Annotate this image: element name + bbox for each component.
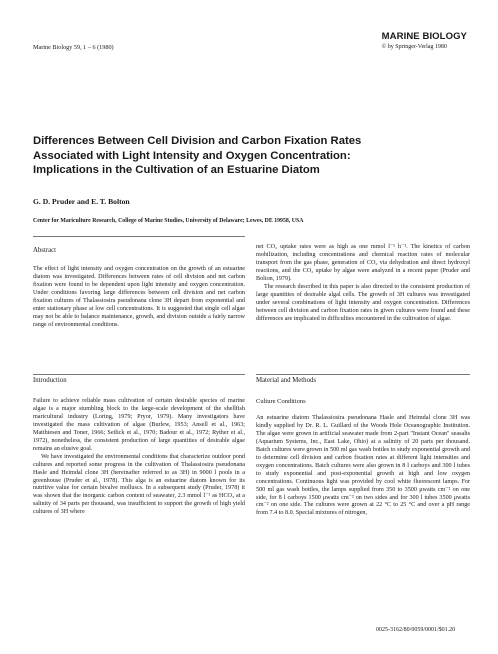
abstract-paragraph: The effect of light intensity and oxygen concentration on the growth of an estuarine diatom was investigated. Differences between rates of cell division and net carbon fixation were found to be dependent upon light intensity and oxygen concentration. Under conditions favoring large differences between cell division and net carbon fixation cultures of Thalassiosira pseudonana clone 3H depart from exponential and enter stationary phase at low cell concentrations. It is suggested that single cell algae may not be able to balance maintenance, growth, and division outside a fairly narrow range of environmental conditions. bbox=[33, 266, 245, 328]
journal-name: MARINE BIOLOGY bbox=[381, 31, 467, 42]
title-line: Associated with Light Intensity and Oxygen Concentration: bbox=[33, 149, 351, 162]
intro-continued-paragraph-2: The research described in this paper is also directed to the consistent production of large quantities of desirable algal cells. The growth of 3H cultures was investigated under several combinations of light intensity and oxygen concentration. Differences between cell division and carbon fixation rates in given cultures were found and these differences are implicated in difficulties encountered in the cultivation of algae. bbox=[256, 283, 470, 322]
article-title bbox=[33, 134, 473, 178]
intro-continued-paragraph-1: net CO₂ uptake rates were as high as one mmol l⁻¹ h⁻¹. The kinetics of carbon mobilization, including concentrations and chemical reaction rates of molecular transport from the gas phase, generation of CO₂ via dehydration and direct hydroxyl reactions, and the CO₂ uptake by algae were analyzed in a recent paper (Pruder and Bolton, 1979). bbox=[256, 244, 470, 282]
intro-paragraph-2: We have investigated the environmental conditions that characterize outdoor pond cultures and reported some progress in the cultivation of Thalassiosira pseudonana Hasle and Heimdal clone 3H (hereinafter referred to as 3H) in 9000 l pools in a greenhouse (Pruder et al., 1978). This alga is an estuarine diatom known for its nutritive value for certain bivalve molluscs. In a subsequent study (Pruder, 1978) it was shown that the inorganic carbon content of seawater, 2.3 mmol l⁻¹ as HCO₃ at a salinity of 34 parts per thousand, was insufficient to support the growth of high yield cultures of 3H where bbox=[33, 453, 245, 516]
methods-paragraph: An estuarine diatom Thalassiosira pseudonana Hasle and Heimdal clone 3H was kindly supplied by Dr. R. L. Guillard of the Woods Hole Oceanographic Institution. The algae were grown in artificial seawater made from 2-part "Instant Ocean" seasalts (Aquarium Systems, Inc., East Lake, Ohio) at a salinity of 20 parts per thousand. Batch cultures were grown in 500 ml gas wash bottles to study exponential growth and to determine cell division and carbon fixation rates at different light intensities and oxygen concentrations. Batch cultures were also grown in 8 l carboys and 300 l tubes to study exponential and post-exponential growth at high and low oxygen concentrations. Continuous light was provided by cool white fluorescent lamps. For 500 ml gas wash bottles, the lamps supplied from 350 to 3500 μwatts cm⁻² on one side, for 8 l carboys 1500 μwatts cm⁻² on two sides and for 300 l tubes 3500 μwatts cm⁻² on one side. The cultures were grown at 22 °C to 25 °C and over a pH range from 7.4 to 8.0. Special mixtures of nitrogen, bbox=[256, 415, 470, 517]
abstract-heading: Abstract bbox=[33, 247, 57, 254]
journal-reference: Marine Biology 59, 1 – 6 (1980) bbox=[33, 44, 114, 51]
title-line: Differences Between Cell Division and Carbon Fixation Rates bbox=[33, 135, 362, 147]
introduction-text bbox=[33, 398, 245, 517]
section-rule bbox=[33, 374, 245, 375]
title-line: Implications in the Cultivation of an Estuarine Diatom bbox=[33, 164, 320, 176]
section-rule bbox=[256, 374, 470, 375]
authors: G. D. Pruder and E. T. Bolton bbox=[33, 197, 130, 206]
section-rule bbox=[33, 236, 245, 237]
methods-text bbox=[256, 415, 470, 518]
intro-paragraph-1: Failure to achieve reliable mass cultivation of certain desirable species of marine algae is a major stumbling block to the large-scale development of the shellfish maricultural industry (Loring, 1979; Pryor, 1979). Many investigators have investigated the mass cultivation of algae (Burlew, 1953; Ansell et al., 1963; Matthiesen and Toner, 1966; Setlick et al., 1970; Badour et al., 1972; Ryther et al., 1972), nonetheless, the consistent production of large quantities of desirable algae remains an elusive goal. bbox=[33, 398, 245, 452]
article-code: 0025-3162/80/0059/0001/$01.20 bbox=[376, 627, 456, 633]
copyright-line: © by Springer-Verlag 1980 bbox=[381, 44, 447, 50]
affiliation: Center for Mariculture Research, College of Marine Studies, University of Delaware; Lewes, DE 19958, USA bbox=[33, 218, 304, 224]
culture-conditions-heading: Culture Conditions bbox=[256, 398, 306, 405]
journal-brand bbox=[382, 31, 467, 50]
introduction-heading: Introduction bbox=[33, 377, 67, 384]
abstract-text bbox=[33, 266, 245, 330]
methods-heading: Material and Methods bbox=[256, 377, 317, 384]
intro-continued-text bbox=[256, 244, 470, 324]
